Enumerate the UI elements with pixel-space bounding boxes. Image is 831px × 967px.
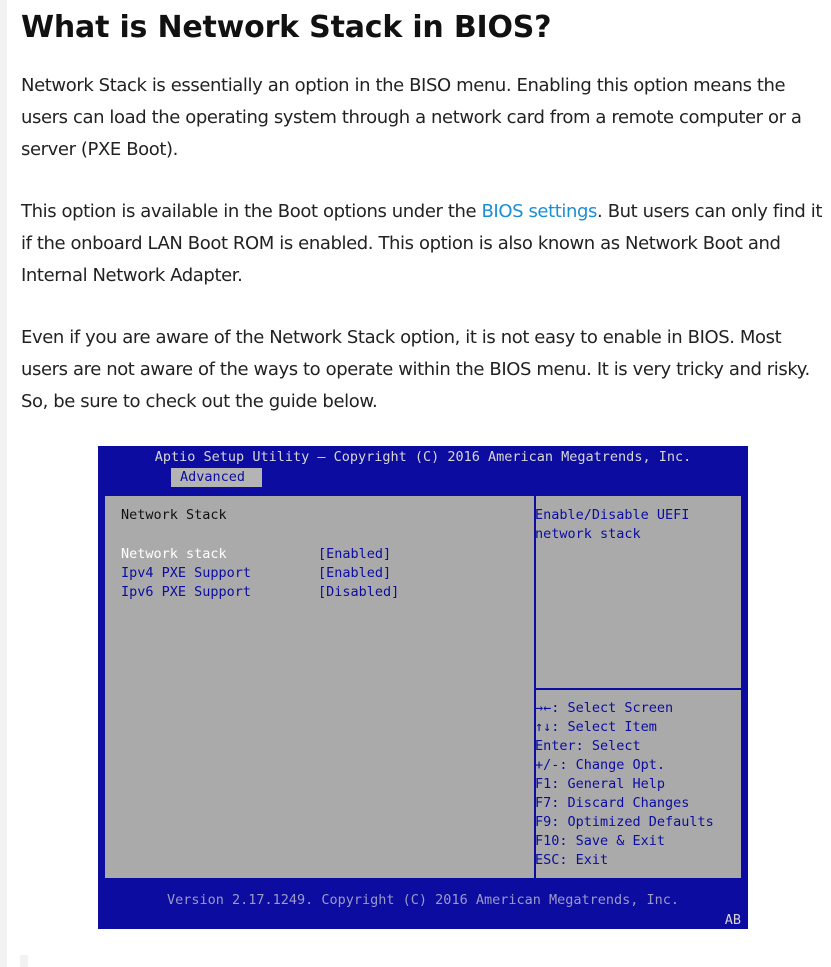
bios-key-hint: +/-: Change Opt. [535, 757, 666, 773]
bios-screenshot [98, 446, 748, 929]
bios-setting-label: Network stack [121, 546, 227, 562]
bios-setting-value: [Enabled] [318, 546, 392, 562]
bottom-marker [20, 955, 28, 967]
bios-setting-value: [Disabled] [318, 584, 400, 600]
bios-settings-link[interactable]: BIOS settings [481, 201, 598, 222]
bios-key-hint: F7: Discard Changes [535, 795, 690, 811]
bios-setting-value: [Enabled] [318, 565, 392, 581]
bios-main-panel [103, 494, 743, 880]
paragraph-2-text-b: . But users can only find it if the onboard LAN Boot ROM is enabled. This option is also known as Network Boot and Internal Network Adapter. [21, 201, 822, 286]
bios-tab-advanced: Advanced [171, 468, 262, 487]
bios-key-hint: F10: Save & Exit [535, 833, 666, 849]
bios-key-hint: →←: Select Screen [535, 700, 674, 716]
bios-title-bar: Aptio Setup Utility – Copyright (C) 2016 American Megatrends, Inc. [154, 449, 692, 465]
bios-key-hint: F1: General Help [535, 776, 666, 792]
bios-badge: AB [724, 912, 741, 928]
bios-help-divider [536, 688, 743, 690]
paragraph-2-text-a: This option is available in the Boot options under the [21, 201, 482, 222]
bios-footer: Version 2.17.1249. Copyright (C) 2016 American Megatrends, Inc. [166, 892, 680, 908]
left-margin-rule [0, 0, 7, 967]
article-heading: What is Network Stack in BIOS? [21, 10, 552, 45]
bios-help-text: Enable/Disable UEFI [535, 507, 690, 523]
paragraph-3: Even if you are aware of the Network Stack option, it is not easy to enable in BIOS. Most users are not aware of the ways to operate within the BIOS menu. It is very tricky and risky. So, be sure to check out the guide below. [21, 327, 810, 412]
bios-key-hint: ESC: Exit [535, 852, 609, 868]
bios-key-hint: Enter: Select [535, 738, 641, 754]
bios-setting-label: Ipv4 PXE Support [121, 565, 252, 581]
paragraph-1: Network Stack is essentially an option in the BISO menu. Enabling this option means the users can load the operating system through a network card from a remote computer or a server (PXE Boot). [21, 75, 802, 160]
paragraph-2 [21, 196, 826, 292]
bios-help-text: network stack [535, 526, 641, 542]
bios-key-hint: F9: Optimized Defaults [535, 814, 714, 830]
bios-key-hint: ↑↓: Select Item [535, 719, 657, 735]
bios-setting-label: Ipv6 PXE Support [121, 584, 252, 600]
bios-section-title: Network Stack [121, 507, 227, 523]
